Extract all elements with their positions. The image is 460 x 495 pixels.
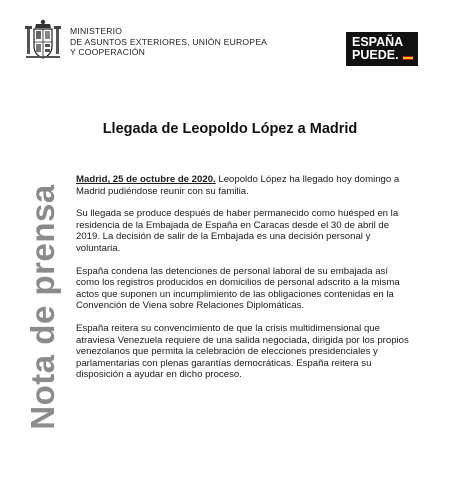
brand-line-1: ESPAÑA: [352, 35, 404, 49]
document-title: Llegada de Leopoldo López a Madrid: [102, 121, 358, 137]
paragraph-2: Su llegada se produce después de haber permanecido como huésped en la residencia de la Embajada de España en Caracas desde el 30 de abril de 2019. La decisión de salir de la Embajada es una decisión personal y voluntaria.: [76, 208, 399, 254]
dateline: Madrid, 25 de octubre de 2020.: [76, 174, 216, 185]
coat-of-arms-icon: [24, 18, 62, 62]
press-release-body: [76, 174, 412, 392]
side-label-area: [18, 185, 68, 430]
paragraph-4: España reitera su convencimiento de que la crisis multidimensional que atraviesa Venezuela requiere de una salida negociada, dirigida por los propios venezolanos que permita la celebración de elecciones presidenciales y parlamentarias con plenas garantías democráticas. España reitera su disposición a ayudar en dicho proceso.: [76, 322, 409, 381]
ministry-line: DE ASUNTOS EXTERIORES, UNIÓN EUROPEA: [70, 36, 268, 47]
brand-line-2: PUEDE.: [352, 48, 399, 62]
ministry-name: [70, 26, 267, 58]
side-label: Nota de prensa: [24, 184, 61, 430]
ministry-line: Y COOPERACIÓN: [70, 47, 146, 57]
espana-puede-logo: [346, 32, 418, 66]
paragraph-text: Leopoldo López ha llegado hoy domingo a Madrid pudiéndose reunir con su familia.: [76, 174, 400, 197]
paragraph-1: [76, 174, 412, 197]
ministry-line: MINISTERIO: [70, 26, 123, 36]
spain-flag-icon: [403, 56, 413, 60]
paragraph-3: España condena las detenciones de personal laboral de su embajada así como los registros producidos en domicilios de personal adscrito a la misma actos que suponen un incumplimiento de las obligaciones contenidas en la Convención de Viena sobre Relaciones Diplomáticas.: [76, 265, 400, 312]
